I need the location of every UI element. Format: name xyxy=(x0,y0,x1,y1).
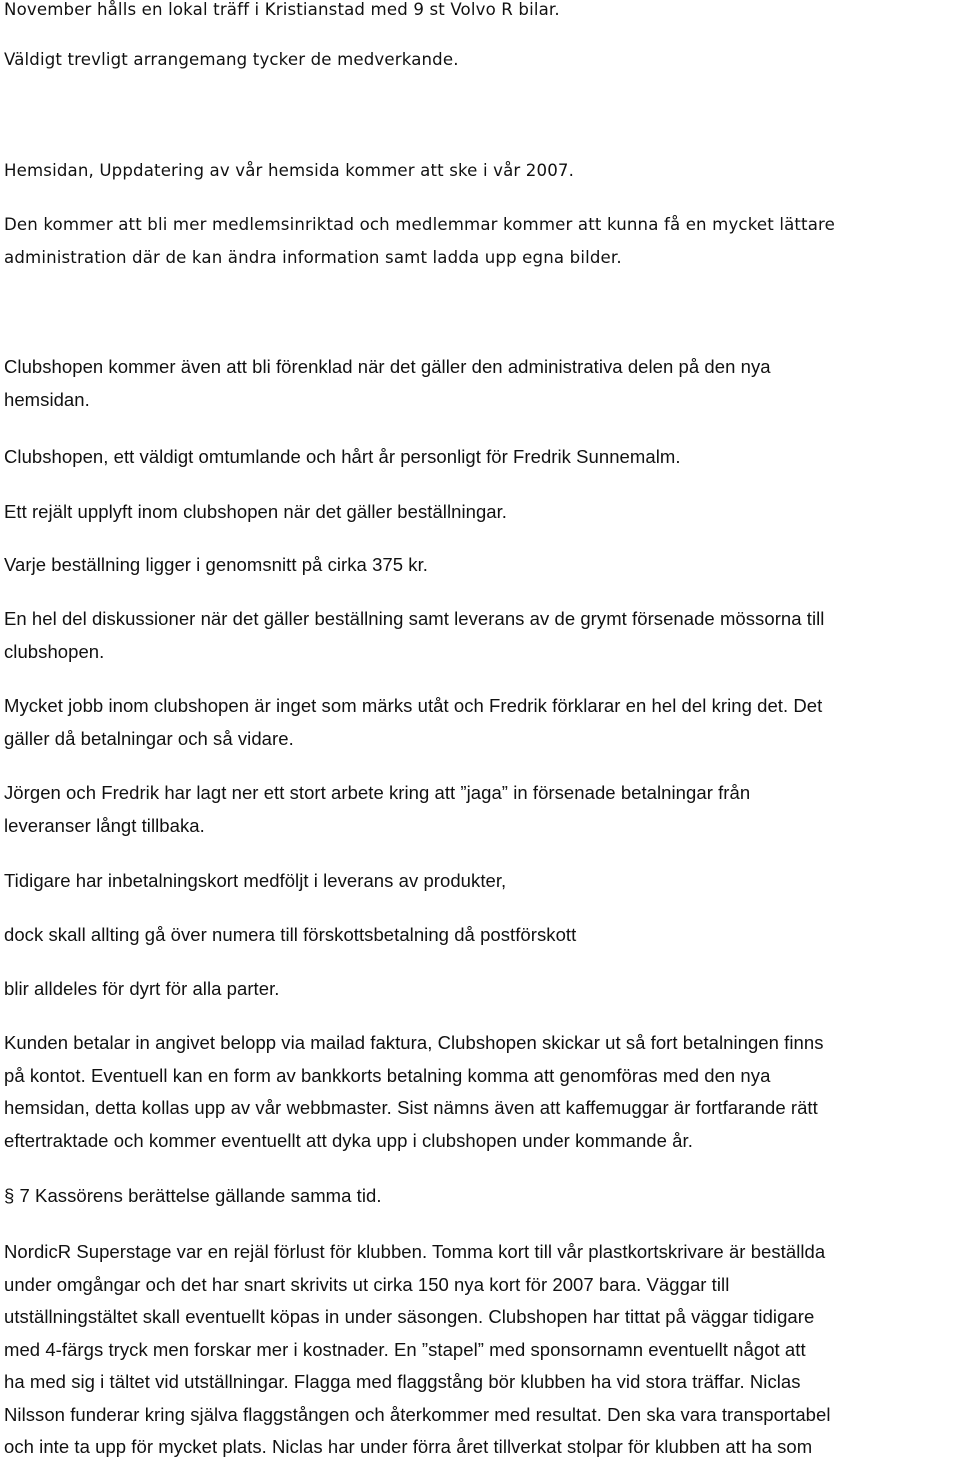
paragraph-late-payments xyxy=(4,777,960,842)
paragraph-clubshop-simplified xyxy=(4,351,960,416)
text-line: och inte ta upp för mycket plats. Niclas har under förra året tillverkat stolpar för klubben att ha som xyxy=(4,1436,813,1457)
paragraph-volvo-meetup xyxy=(4,0,960,27)
text-line: leveranser långt tillbaka. xyxy=(4,814,205,836)
paragraph-arrangement xyxy=(4,44,960,77)
text-line: eftertraktade och kommer eventuellt att dyka upp i clubshopen under kommande år. xyxy=(4,1129,693,1151)
text-line: Nilsson funderar kring själva flaggstången och återkommer med resultat. Den ska vara transportabel xyxy=(4,1403,831,1425)
text-line: Varje beställning ligger i genomsnitt på cirka 375 kr. xyxy=(4,554,428,575)
section-heading-treasurer xyxy=(4,1180,960,1213)
text-line: med 4-färgs tryck men forskar mer i kostnader. En ”stapel” med sponsornamn eventuellt något att xyxy=(4,1338,806,1360)
text-line: En hel del diskussioner när det gäller beställning samt leverans av de grymt försenade mössorna till xyxy=(4,608,825,629)
text-line: dock skall allting gå över numera till förskottsbetalning då postförskott xyxy=(4,924,577,945)
paragraph-payment-slips xyxy=(4,865,960,898)
text-line: gäller då betalningar och så vidare. xyxy=(4,727,294,749)
paragraph-homepage-update xyxy=(4,155,960,188)
paragraph-treasurer-report xyxy=(4,1236,960,1464)
text-line: Kunden betalar in angivet belopp via mailad faktura, Clubshopen skickar ut så fort betalningen finns xyxy=(4,1032,824,1053)
paragraph-delivery-discussions xyxy=(4,603,960,668)
text-line: November hålls en lokal träff i Kristianstad med 9 st Volvo R bilar. xyxy=(4,0,560,19)
text-line: blir alldeles för dyrt för alla parter. xyxy=(4,978,280,999)
text-line: § 7 Kassörens berättelse gällande samma tid. xyxy=(4,1185,382,1206)
text-line: clubshopen. xyxy=(4,640,105,662)
text-line: ha med sig i tältet vid utställningar. Flagga med flaggstång bör klubben ha vid stora träffar. Niclas xyxy=(4,1371,801,1392)
text-line: Clubshopen kommer även att bli förenklad när det gäller den administrativa delen på den nya xyxy=(4,356,771,377)
paragraph-average-order xyxy=(4,549,960,582)
text-line: administration där de kan ändra information samt ladda upp egna bilder. xyxy=(4,247,622,267)
text-line: hemsidan. xyxy=(4,388,90,410)
text-line: Tidigare har inbetalningskort medföljt i leverans av produkter, xyxy=(4,870,507,891)
text-line: på kontot. Eventuell kan en form av bankkorts betalning komma att genomföras med den nya xyxy=(4,1064,771,1086)
paragraph-invoice-payment xyxy=(4,1027,960,1157)
text-line: utställningstältet skall eventuellt köpas in under säsongen. Clubshopen har tittat på väggar tidigare xyxy=(4,1306,815,1327)
paragraph-clubshop-year xyxy=(4,441,960,474)
text-line: under omgångar och det har snart skrivits ut cirka 150 nya kort för 2007 bara. Väggar till xyxy=(4,1273,730,1295)
text-line: Den kommer att bli mer medlemsinriktad och medlemmar kommer att kunna få en mycket lättare xyxy=(4,215,835,234)
text-line: Ett rejält upplyft inom clubshopen när det gäller beställningar. xyxy=(4,501,507,522)
paragraph-too-expensive xyxy=(4,973,960,1006)
text-line: Clubshopen, ett väldigt omtumlande och hårt år personligt för Fredrik Sunnemalm. xyxy=(4,446,681,467)
paragraph-member-administration xyxy=(4,209,960,274)
text-line: NordicR Superstage var en rejäl förlust för klubben. Tomma kort till vår plastkortskrivare är beställda xyxy=(4,1241,826,1262)
text-line: hemsidan, detta kollas upp av vår webbmaster. Sist nämns även att kaffemuggar är fortfarande rätt xyxy=(4,1097,818,1118)
text-line: Väldigt trevligt arrangemang tycker de medverkande. xyxy=(4,50,459,69)
text-line: Jörgen och Fredrik har lagt ner ett stort arbete kring att ”jaga” in försenade betalningar från xyxy=(4,782,751,803)
text-line: Mycket jobb inom clubshopen är inget som märks utåt och Fredrik förklarar en hel del kring det. Det xyxy=(4,695,823,716)
paragraph-clubshop-work xyxy=(4,690,960,755)
paragraph-prepayment xyxy=(4,919,960,952)
paragraph-orders-uplift xyxy=(4,496,960,529)
text-line: Hemsidan, Uppdatering av vår hemsida kommer att ske i vår 2007. xyxy=(4,161,575,180)
